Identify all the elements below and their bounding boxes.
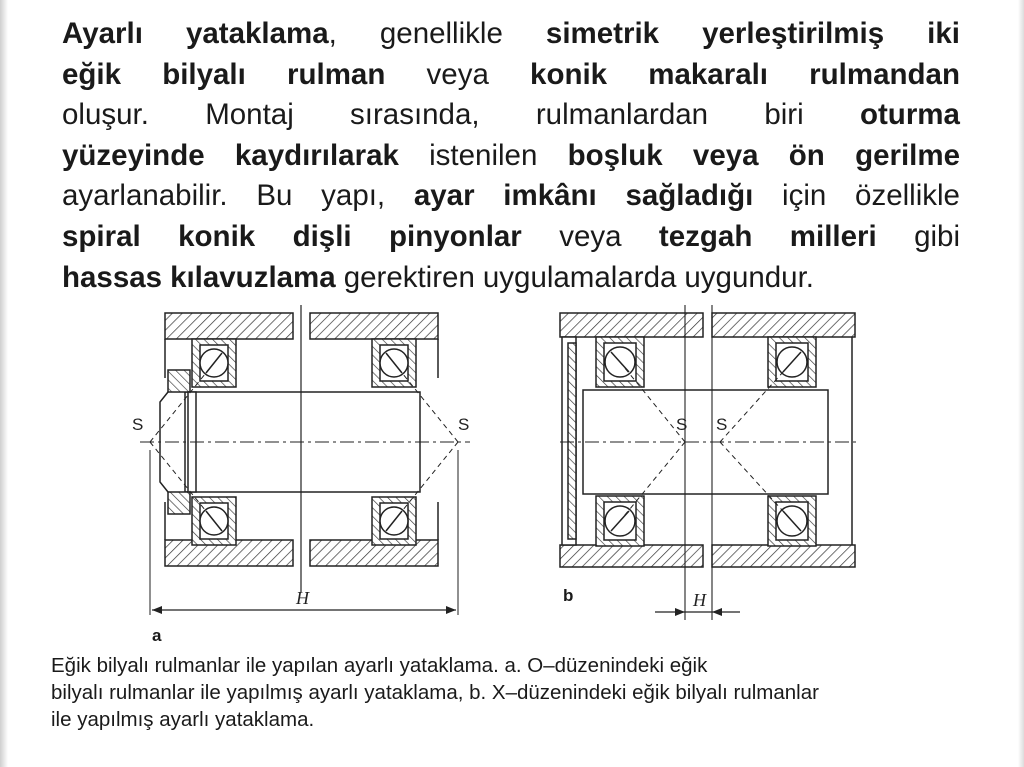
- paragraph-word: biri: [764, 98, 804, 132]
- s-label-b-right: S: [716, 415, 728, 434]
- paragraph-word: genellikle: [379, 17, 503, 50]
- paragraph-word: veya: [692, 138, 759, 172]
- paragraph-word: oluşur.: [62, 98, 149, 132]
- paragraph-word: gerektiren: [343, 260, 475, 294]
- paragraph-word: istenilen: [429, 138, 538, 172]
- figure-label-a: a: [152, 626, 162, 645]
- figure-b-x-arrangement: [560, 305, 860, 620]
- h-dimension-label-b: H: [693, 590, 706, 610]
- paragraph-word: hassas: [62, 260, 163, 294]
- s-label-a-left: S: [132, 415, 144, 434]
- paragraph-word: eğik: [62, 57, 122, 91]
- paragraph-word: uygundur.: [684, 260, 814, 294]
- paragraph-word: kaydırılarak: [234, 138, 399, 172]
- paragraph-word: ayarlanabilir.: [62, 179, 228, 213]
- paragraph-word: Montaj: [205, 98, 294, 132]
- paragraph-word: gerilme: [855, 138, 960, 172]
- paragraph-word: bilyalı: [162, 57, 246, 91]
- paragraph-word: sırasında,: [350, 98, 480, 132]
- paragraph-word: özellikle: [855, 179, 960, 213]
- paragraph-word: yüzeyinde: [62, 138, 205, 172]
- paragraph-word: konik: [530, 57, 608, 91]
- caption-line-2: bilyalı rulmanlar ile yapılmış ayarlı yataklama, b. X–düzenindeki eğik bilyalı rulmanlar: [51, 681, 819, 704]
- s-label-b-left: S: [676, 415, 688, 434]
- paragraph-word: imkânı: [503, 179, 597, 213]
- paragraph-word: spiral: [62, 219, 141, 253]
- paragraph-word: ayar: [413, 179, 475, 213]
- paragraph-word: yapı,: [321, 179, 386, 213]
- paragraph-word: ön: [788, 138, 825, 172]
- paragraph-word: milleri: [789, 219, 877, 253]
- paragraph-word: veya: [559, 219, 622, 253]
- paragraph-word: tezgah: [658, 219, 753, 253]
- s-label-a-right: S: [458, 415, 470, 434]
- paragraph-word: simetrik: [545, 17, 660, 50]
- paragraph-word: rulmanlardan: [535, 98, 709, 132]
- paragraph-word: uygulamalarda: [482, 260, 677, 294]
- caption-line-3: ile yapılmış ayarlı yataklama.: [51, 708, 315, 731]
- paragraph-word: Ayarlı: [62, 17, 143, 50]
- paragraph-word: için: [782, 179, 827, 213]
- figure-a-o-arrangement: [140, 305, 470, 615]
- paragraph-word: rulman: [287, 57, 386, 91]
- paragraph-word: makaralı: [648, 57, 768, 91]
- h-dimension-label-a: H: [296, 588, 309, 608]
- paragraph-word: veya: [426, 57, 489, 91]
- paragraph-word: rulmandan: [809, 57, 960, 91]
- paragraph-word: konik: [178, 219, 256, 253]
- paragraph-word: gibi: [914, 219, 960, 253]
- paragraph-word: Bu: [256, 179, 293, 213]
- caption-line-1: Eğik bilyalı rulmanlar ile yapılan ayarlı yataklama. a. O–düzenindeki eğik: [51, 654, 708, 677]
- paragraph-word: yataklama,: [185, 17, 337, 50]
- paragraph-word: sağladığı: [625, 179, 754, 213]
- paragraph-word: kılavuzlama: [170, 260, 336, 294]
- paragraph-word: yerleştirilmiş: [702, 17, 885, 50]
- paragraph-word: boşluk: [567, 138, 663, 172]
- paragraph-word: dişli: [292, 219, 352, 253]
- paragraph-word: oturma: [859, 98, 960, 132]
- figure-caption: [51, 652, 981, 733]
- paragraph-word: pinyonlar: [389, 219, 522, 253]
- paragraph-word: iki: [927, 17, 960, 50]
- figure-label-b: b: [563, 586, 574, 605]
